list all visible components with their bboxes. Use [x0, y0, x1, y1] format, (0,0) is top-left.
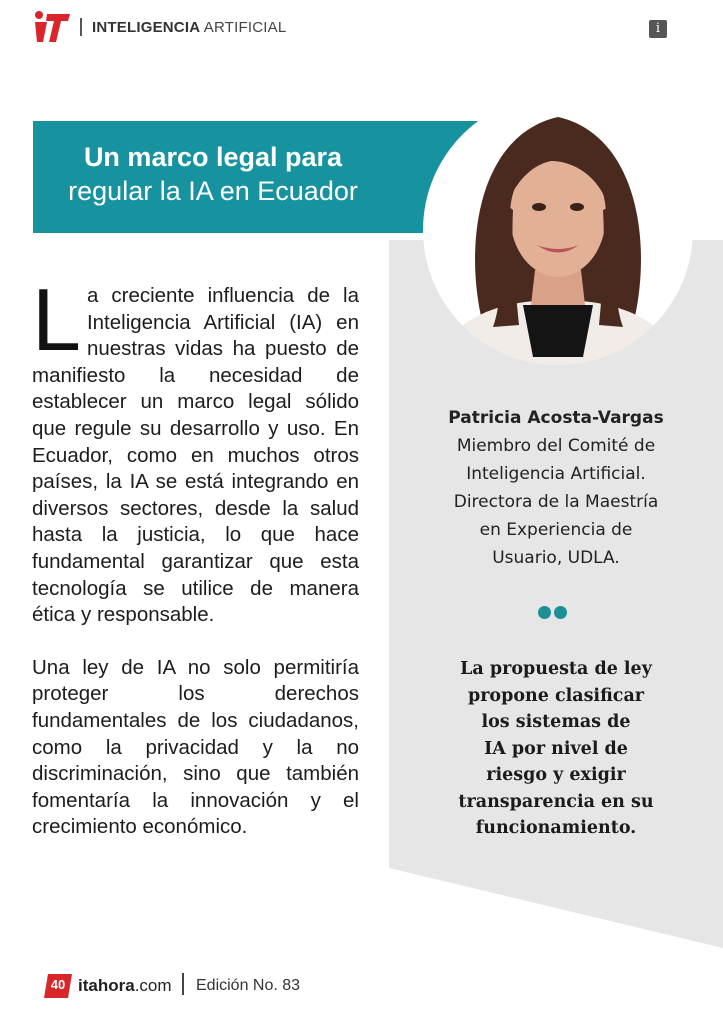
paragraph-1: La creciente influencia de la Inteligencia Artificial (IA) en nuestras vidas ha puesto de manifiesto la necesidad de establecer un marco legal sólido que regule su desarrollo y uso. En Ecuador, como en muchos otros países, la IA se está integrando en diversos sectores, desde la salud hasta la justicia, lo que hace fundamental garantizar que esta tecnología se utilice de manera ética y responsable. [32, 270, 359, 627]
edition-label: Edición No. 83 [196, 977, 301, 994]
quote-line: transparencia en su [458, 791, 654, 812]
site-link[interactable]: itahora.com [78, 976, 172, 995]
author-role: en Experiencia de [479, 520, 633, 540]
page-number: 40 [50, 977, 66, 992]
quote-line: los sistemas de [481, 712, 631, 732]
article-body [32, 270, 359, 867]
quote-line: funcionamiento. [475, 818, 637, 838]
pull-quote [436, 656, 676, 842]
info-button[interactable]: i [649, 20, 667, 38]
header-divider [80, 18, 82, 36]
quote-line: IA por nivel de [484, 738, 628, 759]
quote-line: riesgo y exigir [486, 765, 626, 785]
dot-icon [554, 606, 567, 619]
article-title [33, 140, 393, 208]
author-name: Patricia Acosta-Vargas [448, 408, 664, 428]
paragraph-2: Una ley de IA no solo permitiría proteger los derechos fundamentales de los ciudadanos, como la privacidad y la no discriminación, sino que también fomentaría la innovación y el crecimiento económico. [32, 655, 359, 839]
dot-icon [538, 606, 551, 619]
author-role: Inteligencia Artificial. [466, 464, 646, 484]
quote-line: propone clasificar [467, 685, 645, 706]
section-title: INTELIGENCIA ARTIFICIAL [92, 19, 287, 36]
quote-line: La propuesta de ley [460, 659, 652, 679]
author-role: Usuario, UDLA. [492, 548, 620, 568]
author-info [433, 404, 679, 572]
author-role: Miembro del Comité de [456, 436, 656, 456]
drop-cap: L [32, 270, 81, 369]
brand-logo-icon [33, 10, 71, 44]
separator-dots [538, 606, 570, 624]
author-photo [423, 95, 693, 365]
author-role: Directora de la Maestría [453, 492, 659, 512]
title-line-2: regular la IA en Ecuador [68, 176, 358, 206]
title-line-1: Un marco legal para [83, 142, 343, 172]
footer-divider [182, 973, 184, 995]
